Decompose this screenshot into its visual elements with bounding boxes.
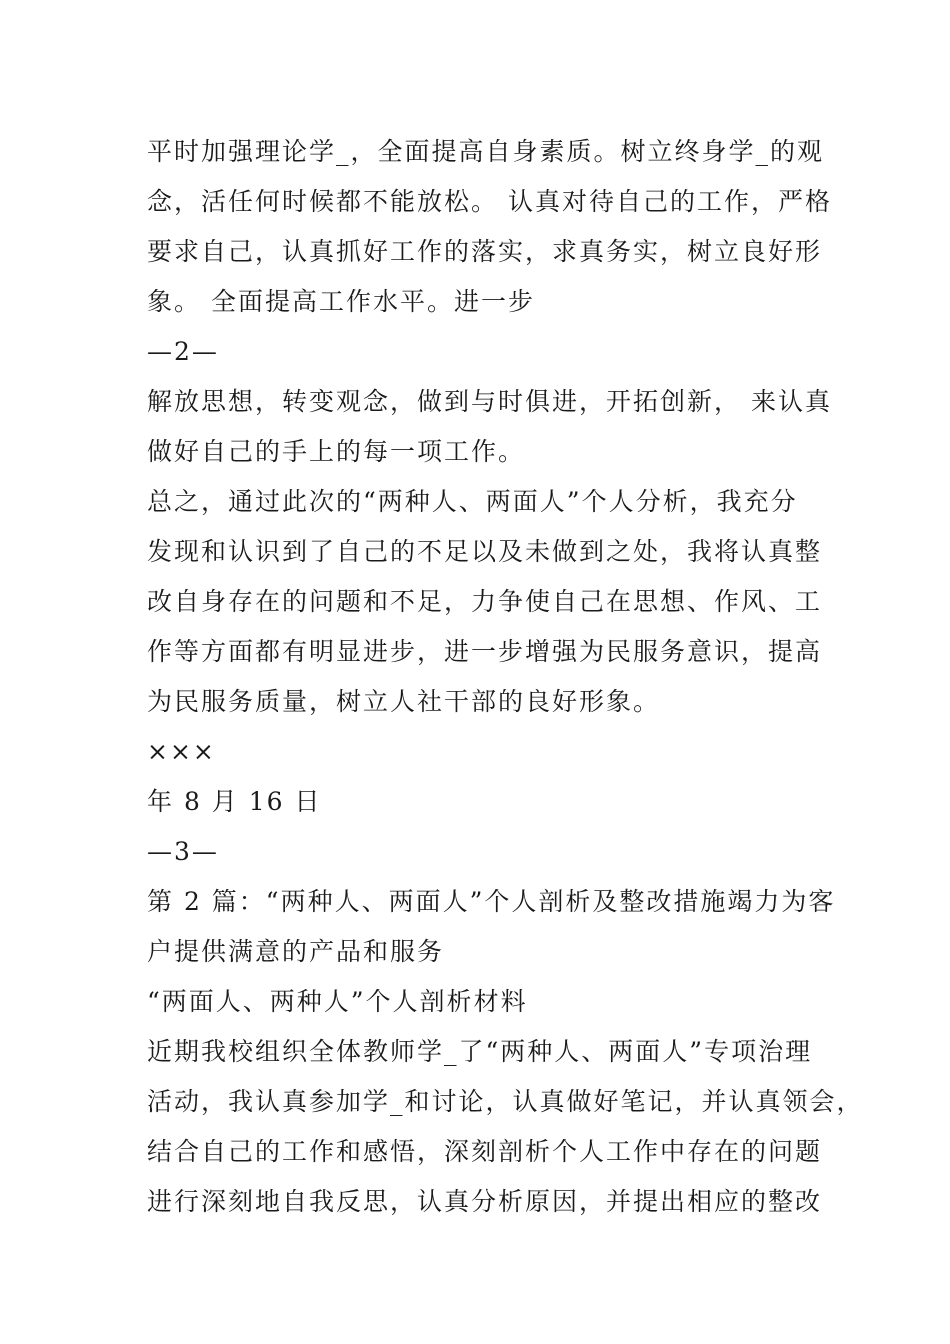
date-line: 年 8 月 16 日 [147,787,322,816]
text-line: 结合自己的工作和感悟，深刻剖析个人工作中存在的问题 [147,1137,823,1166]
text-line: 近期我校组织全体教师学_了“两种人、两面人”专项治理 [147,1037,813,1066]
page-number: —2— [147,337,219,366]
subsection-title: “两面人、两种人”个人剖析材料 [147,987,528,1016]
text-line: 进行深刻地自我反思，认真分析原因，并提出相应的整改 [147,1187,823,1216]
text-line: 念，活任何时候都不能放松。 认真对待自己的工作，严格 [147,187,832,216]
page-number: —3— [147,837,219,866]
text-line: 发现和认识到了自己的不足以及未做到之处，我将认真整 [147,537,823,566]
text-line: 平时加强理论学_，全面提高自身素质。树立终身学_的观 [147,137,825,166]
text-line: 作等方面都有明显进步，进一步增强为民服务意识，提高 [147,637,823,666]
text-line: 活动，我认真参加学_和讨论，认真做好笔记，并认真领会， [147,1087,864,1116]
text-line: 总之，通过此次的“两种人、两面人”个人分析，我充分 [147,487,798,516]
section-heading: 户提供满意的产品和服务 [147,937,445,966]
text-line: 为民服务质量，树立人社干部的良好形象。 [147,687,661,716]
text-line: 象。 全面提高工作水平。进一步 [147,287,535,316]
text-line: 解放思想，转变观念，做到与时俱进，开拓创新， 来认真 [147,387,832,416]
text-line: 改自身存在的问题和不足，力争使自己在思想、作风、工 [147,587,823,616]
signature-line: ××× [147,737,216,766]
text-line: 要求自己，认真抓好工作的落实，求真务实，树立良好形 [147,237,823,266]
text-line: 做好自己的手上的每一项工作。 [147,437,526,466]
section-heading: 第 2 篇：“两种人、两面人”个人剖析及整改措施竭力为客 [147,887,836,916]
